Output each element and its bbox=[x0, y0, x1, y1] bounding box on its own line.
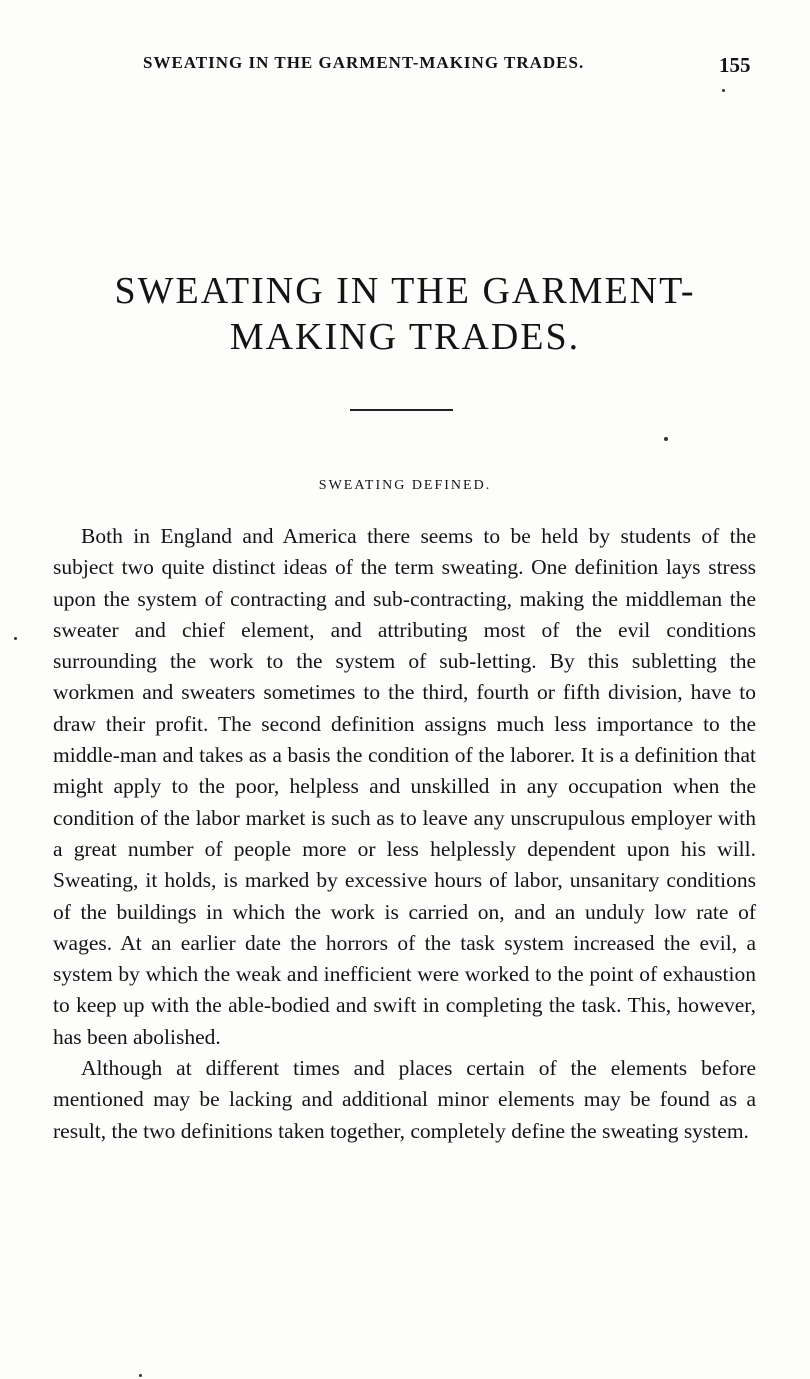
section-heading: SWEATING DEFINED. bbox=[318, 478, 492, 493]
title-divider-rule bbox=[350, 409, 453, 411]
running-title: SWEATING IN THE GARMENT-MAKING TRADES. bbox=[143, 53, 585, 72]
running-head bbox=[0, 50, 810, 80]
body-text bbox=[53, 521, 756, 1147]
paragraph-1: Both in England and America there seems to be held by students of the subject two quite distinct ideas of the term sweating. One definition lays stress upon the system of contracting and sub-contracting, making the middleman the sweater and chief element, and attributing most of the evil conditions surrounding the work to the system of sub-letting. By this subletting the workmen and sweaters sometimes to the third, fourth or fifth division, have to draw their profit. The second definition assigns much less importance to the middle-man and takes as a basis the condition of the laborer. It is a definition that might apply to the poor, helpless and unskilled in any occupation when the condition of the labor market is such as to leave any unscrupulous employer with a great number of people more or less helplessly dependent upon his will. Sweating, it holds, is marked by excessive hours of labor, unsanitary conditions of the buildings in which the work is carried on, and an unduly low rate of wages. At an earlier date the horrors of the task system increased the evil, a system by which the weak and inefficient were worked to the point of exhaustion to keep up with the able-bodied and swift in completing the task. This, however, has been abolished. bbox=[53, 524, 756, 1049]
scan-speck bbox=[14, 637, 17, 640]
scan-speck bbox=[139, 1374, 142, 1377]
page-number: 155 bbox=[719, 53, 751, 77]
scan-speck bbox=[722, 89, 725, 92]
scan-speck bbox=[664, 437, 668, 441]
paragraph-2: Although at different times and places certain of the elements before mentioned may be lacking and additional minor elements may be found as a result, the two definitions taken together, completely define the sweating system. bbox=[53, 1056, 756, 1143]
chapter-title: SWEATING IN THE GARMENT-MAKING TRADES. bbox=[114, 270, 696, 358]
